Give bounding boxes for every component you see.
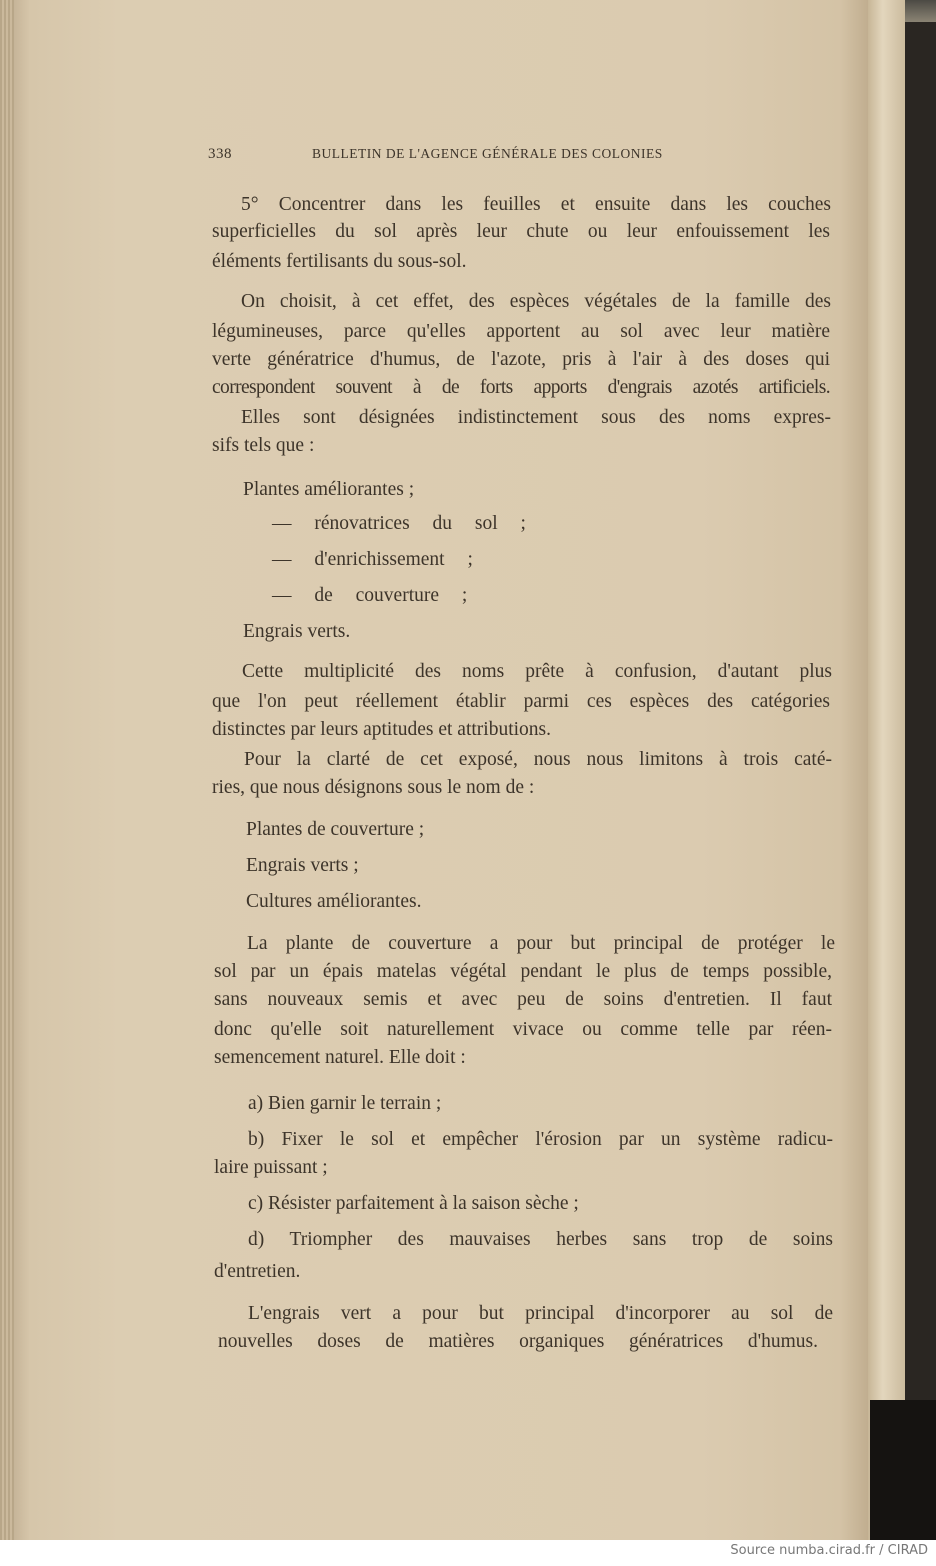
text-line: superficielles du sol après leur chute ou leur enfouissement les [212, 221, 830, 242]
text-line: distinctes par leurs aptitudes et attributions. [212, 719, 552, 740]
text-line: Cette multiplicité des noms prête à confusion, d'autant plus [242, 661, 832, 682]
text-line: sol par un épais matelas végétal pendant le plus de temps possible, [214, 961, 832, 982]
text-line: ries, que nous désignons sous le nom de : [212, 777, 535, 798]
text-line: semencement naturel. Elle doit : [214, 1047, 466, 1068]
text-line: nouvelles doses de matières organiques génératrices d'humus. [218, 1331, 818, 1352]
list-item: — d'enrichissement ; [272, 549, 473, 570]
text-line: sans nouveaux semis et avec peu de soins d'entretien. Il faut [214, 989, 832, 1010]
text-line: On choisit, à cet effet, des espèces végétales de la famille des [241, 291, 831, 312]
text-line: sifs tels que : [212, 435, 315, 456]
next-page-edge [868, 0, 905, 1540]
list-item: b) Fixer le sol et empêcher l'érosion par un système radicu- [248, 1129, 833, 1150]
text-line: verte génératrice d'humus, de l'azote, pris à l'air à des doses qui [212, 349, 830, 370]
list-item: a) Bien garnir le terrain ; [248, 1093, 442, 1114]
text-line: donc qu'elle soit naturellement vivace ou comme telle par réen- [214, 1019, 832, 1040]
text-line: Elles sont désignées indistinctement sous des noms expres- [241, 407, 831, 428]
text-line: L'engrais vert a pour but principal d'incorporer au sol de [248, 1303, 833, 1324]
list-item: d) Triompher des mauvaises herbes sans trop de soins [248, 1229, 833, 1250]
text-line: laire puissant ; [214, 1157, 328, 1178]
list-item: Plantes améliorantes ; [243, 479, 415, 500]
list-item: — de couverture ; [272, 585, 468, 606]
list-item: — rénovatrices du sol ; [272, 513, 526, 534]
text-line: correspondent souvent à de forts apports d'engrais azotés artificiels. [212, 377, 830, 398]
text-line: que l'on peut réellement établir parmi ces espèces des catégories [212, 691, 830, 712]
running-title: BULLETIN DE L'AGENCE GÉNÉRALE DES COLONIES [312, 146, 663, 161]
text-line: légumineuses, parce qu'elles apportent au sol avec leur matière [212, 321, 830, 342]
list-item: c) Résister parfaitement à la saison sèche ; [248, 1193, 579, 1214]
page-stack-edge [0, 0, 14, 1540]
text-line: éléments fertilisants du sous-sol. [212, 251, 467, 272]
text-line: Pour la clarté de cet exposé, nous nous limitons à trois caté- [244, 749, 832, 770]
list-item: Engrais verts ; [246, 855, 359, 876]
text-line: 5° Concentrer dans les feuilles et ensuite dans les couches [241, 194, 831, 215]
list-item: Plantes de couverture ; [246, 819, 425, 840]
source-credit: Source numba.cirad.fr / CIRAD [730, 1543, 928, 1558]
text-line: d'entretien. [214, 1261, 301, 1282]
page-number: 338 [208, 146, 232, 162]
text-line: La plante de couverture a pour but principal de protéger le [247, 933, 835, 954]
list-item: Engrais verts. [243, 621, 351, 642]
list-item: Cultures améliorantes. [246, 891, 422, 912]
scan-shadow [870, 1400, 936, 1540]
